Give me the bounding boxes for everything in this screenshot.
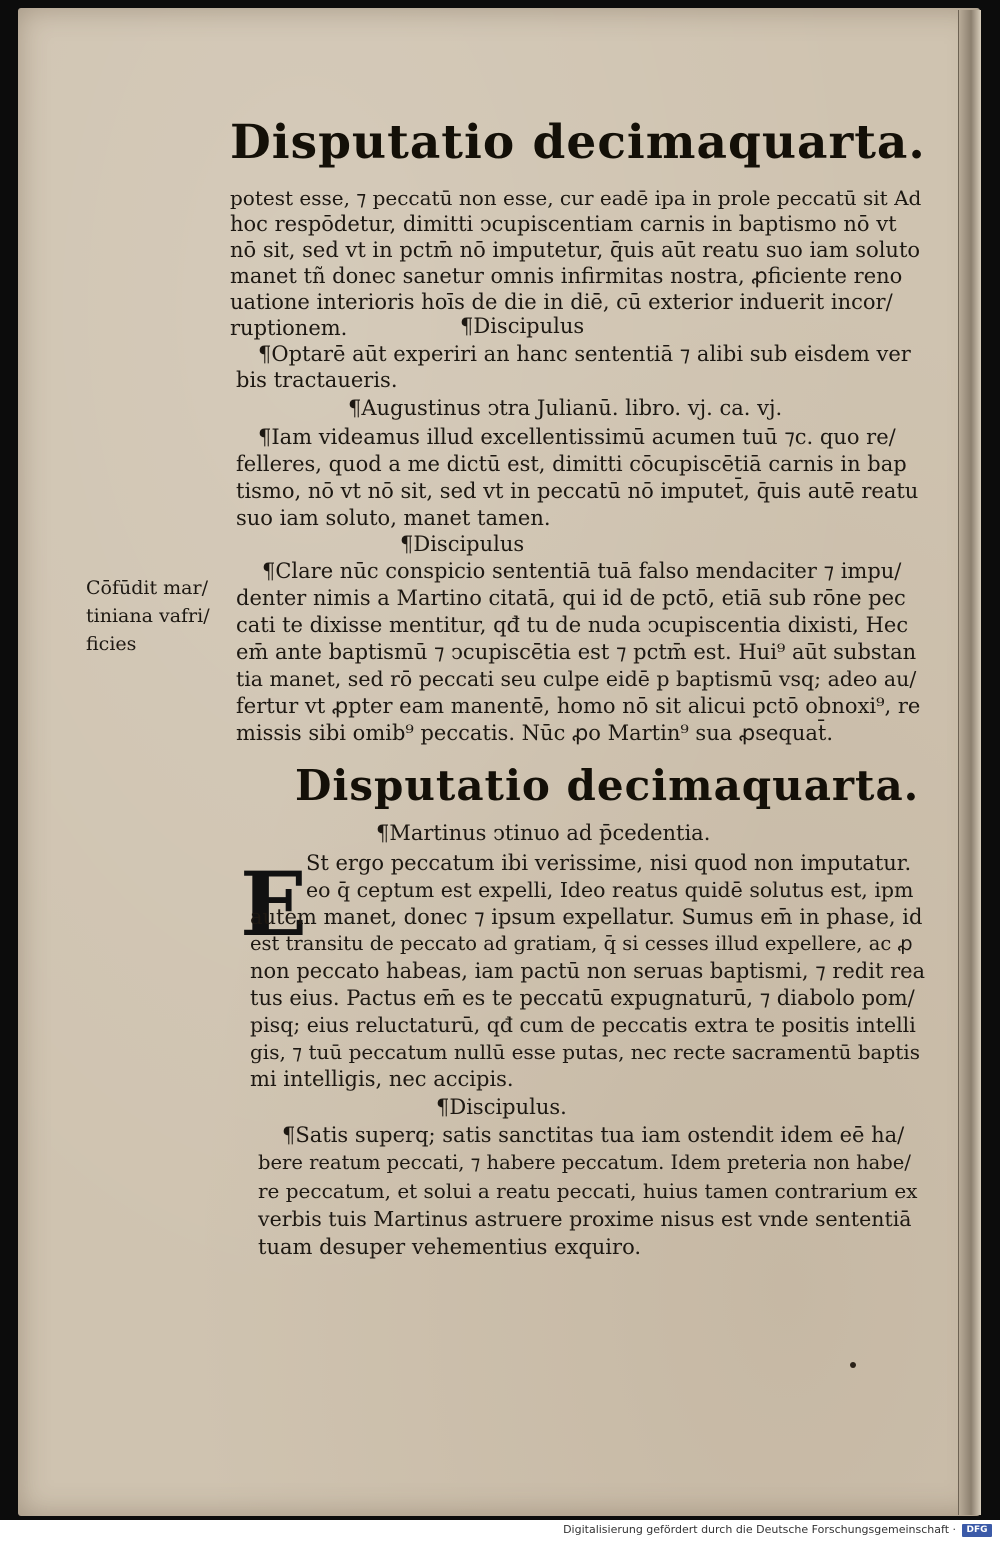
text-line: est transitu de peccato ad gratiam, q̄ si cesses illud expellere, ac ꝓ: [250, 932, 913, 955]
text-line: pisq; eius reluctaturū, qđ cum de peccatis extra te positis intelli: [250, 1013, 916, 1037]
text-line: tuam desuper vehementius exquiro.: [258, 1235, 642, 1259]
heading-top: Disputatio decimaquarta.: [230, 115, 926, 170]
text-line: em̄ ante baptismū ⁊ ↄcupiscētia est ⁊ pctm̄ est. Hui⁹ aūt substan: [236, 640, 917, 664]
text-line: missis sibi omib⁹ peccatis. Nūc ꝓo Martin⁹ sua ꝓsequat̄.: [236, 721, 834, 745]
marginal-line: ficies: [86, 633, 137, 655]
marginal-line: Cōfūdit mar/: [86, 577, 208, 599]
text-line: fertur vt ꝓpter eam manentē, homo nō sit alicui pctō obnoxi⁹, re: [236, 694, 921, 718]
text-line: non peccato habeas, iam pactū non seruas baptismi, ⁊ redit rea: [250, 959, 926, 983]
text-line: nō sit, sed vt in pctm̄ nō imputetur, q̄uis aūt reatu suo iam soluto: [230, 238, 921, 262]
discipulus-label: ¶Discipulus: [460, 314, 585, 338]
text-line: denter nimis a Martino citatā, qui id de pctō, etiā sub rōne pec: [236, 586, 906, 610]
text-line: autem manet, donec ⁊ ipsum expellatur. Sumus em̄ in phase, id: [250, 905, 923, 929]
heading-middle: Disputatio decimaquarta.: [295, 761, 920, 810]
text-line: re peccatum, et solui a reatu peccati, huius tamen contrarium ex: [258, 1179, 918, 1203]
dfg-logo-icon: DFG: [962, 1524, 992, 1537]
text-line: mi intelligis, nec accipis.: [250, 1067, 514, 1091]
text-line: bere reatum peccati, ⁊ habere peccatum. Idem preteria non habe/: [258, 1151, 911, 1174]
drop-cap: E: [240, 852, 308, 956]
text-line: St ergo peccatum ibi verissime, nisi quod non imputatur.: [306, 851, 912, 875]
text-line: ¶Clare nūc conspicio sententiā tuā falso mendaciter ⁊ impu/: [262, 559, 902, 583]
marginal-line: tiniana vafri/: [86, 605, 210, 627]
martinus-heading: ¶Martinus ↄtinuo ad p̄cedentia.: [376, 821, 711, 845]
text-line: manet tñ donec sanetur omnis infirmitas nostra, ꝓficiente reno: [230, 264, 903, 288]
text-line: uatione interioris hoīs de die in diē, cū exterior induerit incor/: [230, 290, 893, 314]
footer-credit: Digitalisierung gefördert durch die Deutsche Forschungsgemeinschaft ·: [563, 1523, 956, 1536]
text-line: gis, ⁊ tuū peccatum nullū esse putas, nec recte sacramentū baptis: [250, 1040, 920, 1064]
text-line: hoc respōdetur, dimitti ↄcupiscentiam carnis in baptismo nō vt: [230, 212, 897, 236]
marginal-note: [86, 574, 236, 658]
text-line: ¶Iam videamus illud excellentissimū acumen tuū ⁊c. quo re/: [258, 425, 896, 449]
text-line: felleres, quod a me dictū est, dimitti cōcupiscētiā carnis in bap: [236, 452, 907, 476]
text-line: suo iam soluto, manet tamen.: [236, 506, 551, 530]
augustinus-heading: ¶Augustinus ↄtra Julianū. libro. vj. ca. vj.: [348, 396, 783, 420]
text-line: eo q̄ ceptum est expelli, Ideo reatus quidē solutus est, ipm: [306, 878, 914, 902]
digitization-footer: [0, 1520, 1000, 1542]
discipulus-label: ¶Discipulus.: [436, 1095, 567, 1119]
discipulus-label: ¶Discipulus: [400, 532, 525, 556]
text-line: ruptionem.: [230, 316, 348, 340]
text-line: ¶Optarē aūt experiri an hanc sententiā ⁊ alibi sub eisdem ver: [258, 342, 911, 366]
text-line: tismo, nō vt nō sit, sed vt in peccatū nō imputet̄, q̄uis autē reatu: [236, 479, 919, 503]
text-line: verbis tuis Martinus astruere proxime nisus est vnde sententiā: [258, 1207, 912, 1231]
text-line: bis tractaueris.: [236, 368, 398, 392]
text-line: tus eius. Pactus em̄ es te peccatū expugnaturū, ⁊ diabolo pom/: [250, 986, 915, 1010]
ink-dot: [850, 1362, 856, 1368]
book-spine-edge: [958, 10, 981, 1515]
text-line: ¶Satis superq; satis sanctitas tua iam ostendit idem eē ha/: [282, 1123, 905, 1147]
text-line: potest esse, ⁊ peccatū non esse, cur eadē ipa in prole peccatū sit Ad: [230, 186, 922, 210]
text-line: tia manet, sed rō peccati seu culpe eidē p baptismū vsq; adeo au/: [236, 667, 917, 691]
text-line: cati te dixisse mentitur, qđ tu de nuda ↄcupiscentia dixisti, Hec: [236, 613, 909, 637]
